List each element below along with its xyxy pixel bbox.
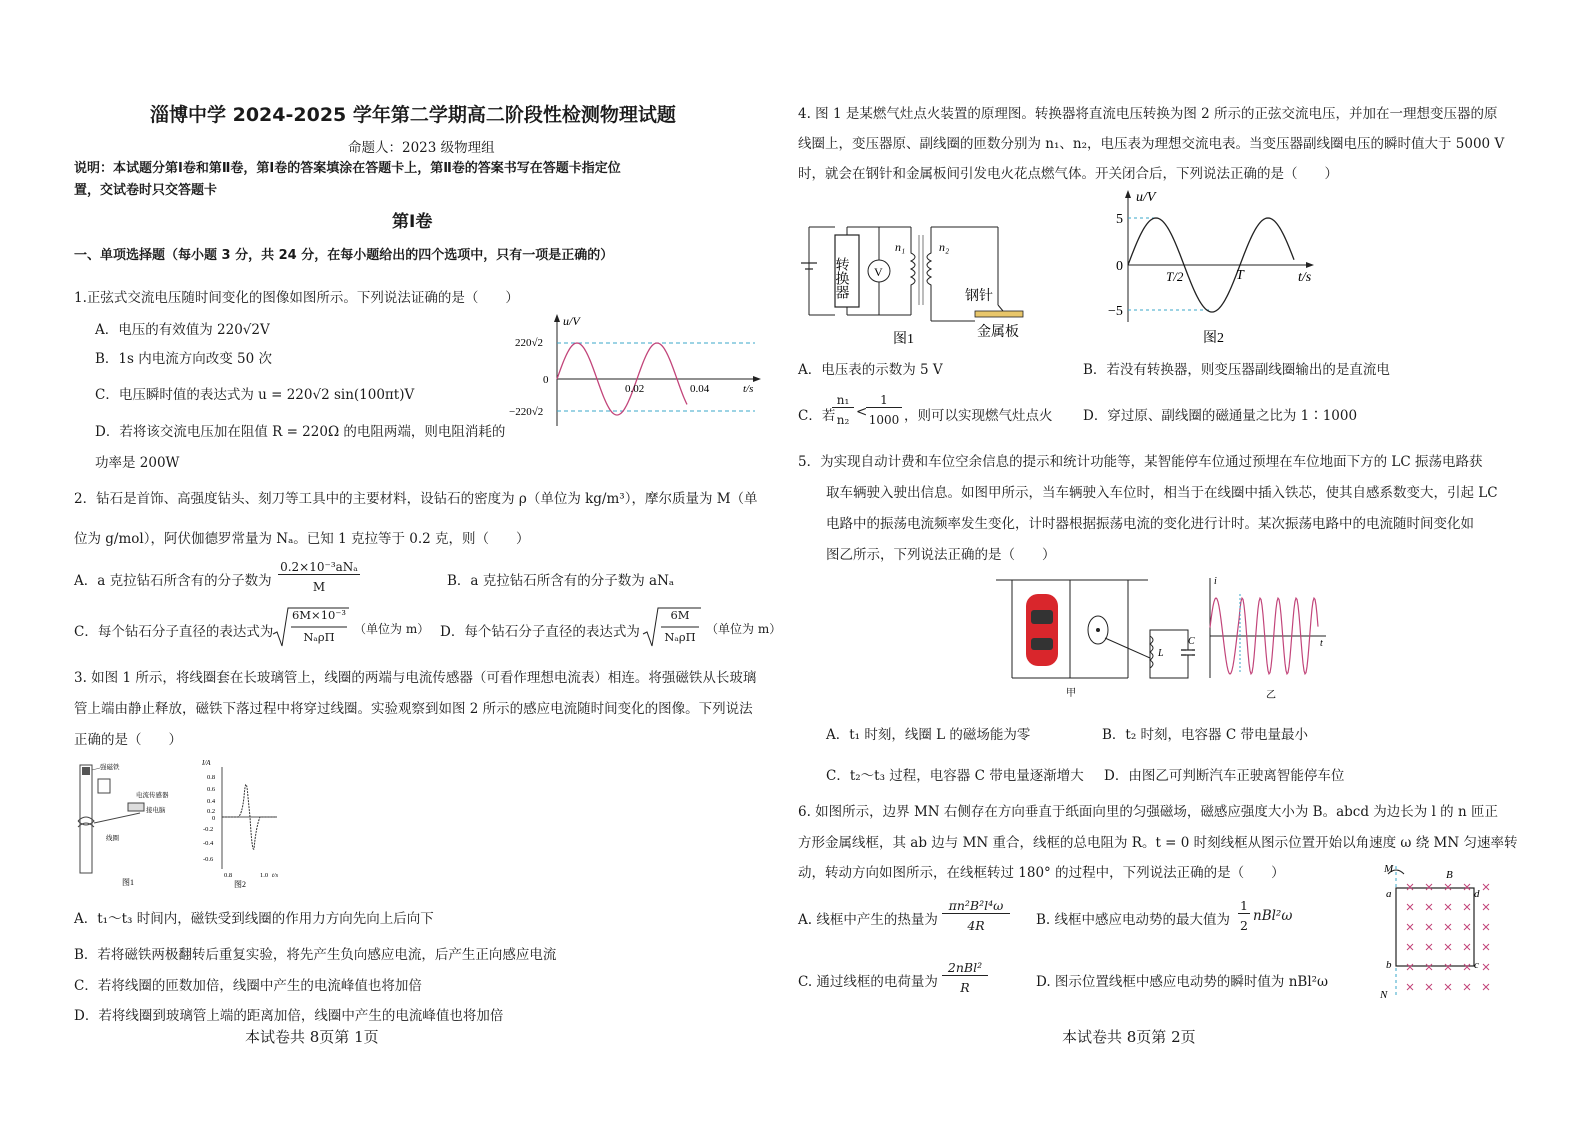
q5-option-b: B．t₂ 时刻，电容器 C 带电量最小: [1102, 727, 1308, 743]
q3-ytick-1: 0.8: [207, 774, 216, 781]
field-cross-icon: [1407, 904, 1413, 910]
q4-metal-plate: [975, 311, 1023, 317]
q6-b-denominator: 2: [1240, 918, 1248, 933]
field-cross-icon: [1407, 964, 1413, 970]
q1-option-d: D．若将该交流电压加在阻值 R = 220Ω 的电阻两端，则电阻消耗的: [95, 424, 506, 440]
q3-magnet: [82, 767, 90, 775]
q1-sine-graph: [505, 310, 770, 430]
field-cross-icon: [1426, 924, 1432, 930]
q4-c-frac2-num: 1: [866, 393, 902, 408]
q6-a-numerator: πn²B²l⁴ω: [942, 898, 1010, 914]
q6-option-c: C. 通过线框的电荷量为: [798, 974, 938, 990]
q2-stem-2: 位为 g/mol），阿伏伽德罗常量为 Nₐ。已知 1 克拉等于 0.2 克，则（ ）: [74, 531, 530, 547]
q2-option-b: B．a 克拉钻石所含有的分子数为 aNₐ: [447, 573, 675, 589]
q4-option-a: A．电压表的示数为 5 V: [798, 362, 943, 378]
q4-half-period: T/2: [1166, 269, 1184, 284]
q1-x-tick-2: 0.04: [690, 383, 710, 395]
q3-figures: [72, 757, 287, 892]
q5-fig-left-caption: 甲: [1066, 688, 1076, 699]
q4-period: T: [1236, 268, 1244, 283]
field-cross-icon: [1426, 904, 1432, 910]
field-cross-icon: [1445, 964, 1451, 970]
q3-fig2-ylabel: I/A: [202, 759, 211, 767]
q1-y-bottom: −220√2: [509, 406, 544, 418]
q2-d-numerator: 6M: [670, 608, 690, 622]
q4-secondary-coil: [927, 227, 931, 295]
q3-stem-1: 3. 如图 1 所示，将线圈套在长玻璃管上，线圈的两端与电流传感器（可看作理想电流表）相连。将强磁铁从长玻璃: [74, 670, 757, 686]
q6-stem-2: 方形金属线框，其 ab 边与 MN 重合，线框的总电阻为 R。t = 0 时刻线框从图示位置开始以角速度 ω 绕 MN 匀速率转: [798, 835, 1518, 851]
q4-primary-coil: [911, 227, 915, 315]
q2-option-c: C．每个钻石分子直径的表达式为: [74, 624, 274, 640]
field-cross-icon: [1426, 884, 1432, 890]
field-cross-icon: [1483, 904, 1489, 910]
q1-x-label: t/s: [743, 383, 754, 395]
field-cross-icon: [1464, 964, 1470, 970]
q5-option-a: A．t₁ 时刻，线圈 L 的磁场能为零: [826, 727, 1031, 743]
q3-option-d: D．若将线圈到玻璃管上端的距离加倍，线圈中产生的电流峰值也将加倍: [74, 1008, 504, 1024]
q4-plate-label: 金属板: [977, 325, 1019, 340]
q4-needle-label: 钢针: [965, 289, 993, 304]
q1-option-d-cont: 功率是 200W: [95, 455, 180, 471]
q4-fig2-caption: 图2: [1203, 331, 1224, 346]
q3-label-magnet: 强磁铁: [100, 764, 120, 771]
q3-ytick-6: -0.2: [203, 826, 214, 833]
q4-circuit-figure: [795, 205, 1045, 345]
q3-stem-2: 管上端由静止释放，磁铁下落过程中将穿过线圈。实验观察到如图 2 所示的感应电流随时间变化的图像。下列说法: [74, 701, 753, 717]
q3-fig1-caption: 图1: [122, 878, 134, 887]
q4-c-post: ，则可以实现燃气灶点火: [904, 408, 1053, 424]
q6-label-N: N: [1380, 989, 1388, 1001]
q6-label-c: c: [1474, 959, 1479, 971]
field-cross-icon: [1483, 924, 1489, 930]
q6-c-denominator: R: [960, 980, 970, 995]
q6-a-denominator: 4R: [967, 918, 985, 933]
q6-b-numerator: 1: [1238, 898, 1250, 914]
field-cross-icon: [1445, 944, 1451, 950]
q3-label-pc: 接电脑: [146, 807, 166, 814]
field-cross-icon: [1483, 944, 1489, 950]
q4-c-ratio-num: n₁: [832, 393, 854, 408]
field-cross-icon: [1464, 944, 1470, 950]
instructions-line-2: 置，交试卷时只交答题卡: [74, 183, 218, 198]
section-title: 第Ⅰ卷: [392, 212, 433, 232]
field-cross-icon: [1464, 904, 1470, 910]
q2-option-d: D．每个钻石分子直径的表达式为: [440, 624, 640, 640]
field-cross-icon: [1407, 884, 1413, 890]
q6-stem-1: 6. 如图所示，边界 MN 右侧存在方向垂直于纸面向里的匀强磁场，磁感应强度大小为 B。abcd 为边长为 l 的 n 匝正: [798, 804, 1498, 820]
q1-stem: 1.正弦式交流电压随时间变化的图像如图所示。下列说法证确的是（ ）: [74, 290, 519, 306]
q2-a-denominator: M: [312, 580, 326, 594]
q3-xtick-2: 1.0: [260, 872, 269, 879]
q5-i-label: i: [1214, 576, 1217, 587]
q5-t-label: t: [1320, 638, 1323, 649]
q5-fig-right-caption: 乙: [1266, 690, 1276, 701]
q1-x-tick-1: 0.02: [625, 383, 645, 395]
field-cross-icon: [1445, 884, 1451, 890]
field-cross-icon: [1445, 984, 1451, 990]
q1-option-b: B．1s 内电流方向改变 50 次: [95, 351, 272, 367]
q2-d-denominator: NₐρΠ: [664, 630, 696, 644]
q4-option-b: B．若没有转换器，则变压器副线圈输出的是直流电: [1083, 362, 1390, 378]
field-cross-icon: [1407, 984, 1413, 990]
q6-option-d: D. 图示位置线框中感应电动势的瞬时值为 nBl²ω: [1036, 974, 1329, 990]
q4-voltage-graph: [1098, 187, 1328, 347]
field-cross-icon: [1407, 924, 1413, 930]
q4-ybottom: −5: [1108, 304, 1123, 319]
q2-a-numerator: 0.2×10⁻³aNₐ: [278, 560, 360, 575]
field-cross-icon: [1483, 884, 1489, 890]
q6-label-d: d: [1474, 888, 1480, 900]
q3-label-sensor: 电流传感器: [136, 792, 169, 799]
q5-stem-4: 图乙所示，下列说法正确的是（ ）: [826, 547, 1056, 563]
q1-option-a: A．电压的有效值为 220√2V: [95, 322, 270, 338]
q3-fig2-xlabel: t/s: [272, 872, 279, 879]
q4-c-ratio-den: n₂: [836, 413, 850, 427]
q6-b-post: nBl²ω: [1253, 908, 1293, 924]
q4-voltmeter-label: V: [874, 265, 883, 279]
q4-option-c-pre: C．若: [798, 408, 836, 424]
q5-stem-2: 取车辆驶入驶出信息。如图甲所示，当车辆驶入车位时，相当于在线圈中插入铁芯，使其自感系数变大，引起 LC: [826, 485, 1498, 501]
q2-stem-1: 2．钻石是首饰、高强度钻头、刻刀等工具中的主要材料，设钻石的密度为 ρ（单位为 kg/m³），摩尔质量为 M（单: [74, 491, 758, 507]
q6-option-b: B. 线框中感应电动势的最大值为: [1036, 912, 1231, 928]
q4-ylabel: u/V: [1136, 190, 1156, 205]
q3-fig2-caption: 图2: [234, 880, 246, 889]
q1-y-label: u/V: [563, 314, 580, 328]
field-cross-icon: [1426, 964, 1432, 970]
q4-c-lt: <: [856, 404, 868, 420]
q2-c-unit: （单位为 m）: [354, 622, 430, 636]
q6-option-a: A. 线框中产生的热量为: [798, 912, 938, 928]
q6-stem-3: 动，转动方向如图所示，在线框转过 180° 的过程中，下列说法正确的是（ ）: [798, 865, 1285, 881]
exam-title: 淄博中学 2024-2025 学年第二学期高二阶段性检测物理试题: [150, 104, 676, 126]
q5-option-d: D．由图乙可判断汽车正驶离智能停车位: [1104, 768, 1345, 784]
q4-n2: n₂: [939, 240, 950, 254]
q3-ytick-5: 0: [212, 815, 216, 822]
q3-option-a: A．t₁～t₃ 时间内，磁铁受到线圈的作用力方向先向上后向下: [74, 911, 434, 927]
q4-option-d: D．穿过原、副线圈的磁通量之比为 1∶1000: [1083, 408, 1358, 424]
q3-xtick-1: 0.8: [224, 872, 233, 879]
field-cross-icon: [1464, 924, 1470, 930]
page-footer-left: 本试卷共 8页第 1页: [245, 1028, 379, 1046]
part-heading: 一、单项选择题（每小题 3 分，共 24 分，在每小题给出的四个选项中，只有一项是正确的）: [74, 248, 614, 263]
q5-option-c: C．t₂～t₃ 过程，电容器 C 带电量逐渐增大: [826, 768, 1084, 784]
q5-car: [1026, 594, 1058, 666]
q5-C-label: C: [1188, 636, 1195, 647]
q3-label-coil: 线圈: [106, 835, 119, 842]
q6-label-B: B: [1446, 869, 1453, 881]
q5-stem-3: 电路中的振荡电流频率发生变化，计时器根据振荡电流的变化进行计时。某次振荡电路中的电流随时间变化如: [826, 516, 1474, 532]
q6-square-loop: [1396, 888, 1474, 966]
q2-c-denominator: NₐρΠ: [303, 630, 335, 644]
q1-zero: 0: [543, 374, 549, 386]
page-footer-right: 本试卷共 8页第 2页: [1062, 1028, 1196, 1046]
q6-field-figure: [1370, 860, 1490, 1002]
q4-converter-label: 转换器: [833, 257, 849, 299]
field-cross-icon: [1483, 964, 1489, 970]
q4-stem-1: 4. 图 1 是某燃气灶点火装置的原理图。转换器将直流电压转换为图 2 所示的正弦交流电压，并加在一理想变压器的原: [798, 106, 1498, 122]
q3-option-c: C．若将线圈的匝数加倍，线圈中产生的电流峰值也将加倍: [74, 978, 422, 994]
q3-ytick-4: 0.2: [207, 808, 216, 815]
q6-label-M: M: [1384, 863, 1394, 875]
q1-option-c: C．电压瞬时值的表达式为 u = 220√2 sin(100πt)V: [95, 387, 415, 403]
field-cross-icon: [1464, 884, 1470, 890]
q2-d-unit: （单位为 m）: [706, 622, 782, 636]
q5-figures: [990, 574, 1335, 704]
q4-stem-2: 线圈上，变压器原、副线圈的匝数分别为 n₁、n₂，电压表为理想交流电表。当变压器副线圈电压的瞬时值大于 5000 V: [798, 136, 1505, 152]
field-cross-icon: [1407, 944, 1413, 950]
q3-ytick-7: -0.4: [203, 840, 214, 847]
q4-n1: n₁: [895, 240, 906, 254]
field-cross-icon: [1426, 984, 1432, 990]
field-cross-icon: [1483, 984, 1489, 990]
q5-L-label: L: [1158, 648, 1164, 659]
q3-option-b: B．若将磁铁两极翻转后重复实验，将先产生负向感应电流，后产生正向感应电流: [74, 947, 557, 963]
q6-label-a: a: [1386, 888, 1392, 900]
q4-fig1-caption: 图1: [893, 332, 914, 345]
q6-label-b: b: [1386, 959, 1392, 971]
q4-stem-3: 时，就会在钢针和金属板间引发电火花点燃气体。开关闭合后，下列说法正确的是（ ）: [798, 166, 1338, 182]
instructions-line-1: 说明：本试题分第Ⅰ卷和第Ⅱ卷，第Ⅰ卷的答案填涂在答题卡上，第Ⅱ卷的答案书写在答题卡指定位: [74, 161, 621, 176]
field-cross-icon: [1445, 924, 1451, 930]
q2-option-a: A．a 克拉钻石所含有的分子数为: [74, 573, 272, 589]
q4-zero: 0: [1116, 259, 1123, 274]
q2-c-numerator: 6M×10⁻³: [291, 608, 347, 622]
q3-ytick-3: 0.4: [207, 798, 216, 805]
q3-ytick-8: -0.6: [203, 856, 214, 863]
q4-xlabel: t/s: [1298, 270, 1312, 285]
q1-y-top: 220√2: [515, 337, 544, 349]
q3-stem-3: 正确的是（ ）: [74, 732, 182, 748]
field-cross-icon: [1426, 944, 1432, 950]
q4-c-frac2-den: 1000: [868, 413, 900, 427]
q3-ytick-2: 0.6: [207, 786, 216, 793]
field-cross-icon: [1445, 904, 1451, 910]
q5-stem-1: 5．为实现自动计费和车位空余信息的提示和统计功能等，某智能停车位通过预埋在车位地面下方的 LC 振荡电路获: [798, 454, 1483, 470]
field-cross-icon: [1464, 984, 1470, 990]
author-line: 命题人：2023 级物理组: [348, 140, 495, 156]
q4-ytop: 5: [1116, 212, 1123, 227]
q6-c-numerator: 2nBl²: [942, 960, 988, 976]
